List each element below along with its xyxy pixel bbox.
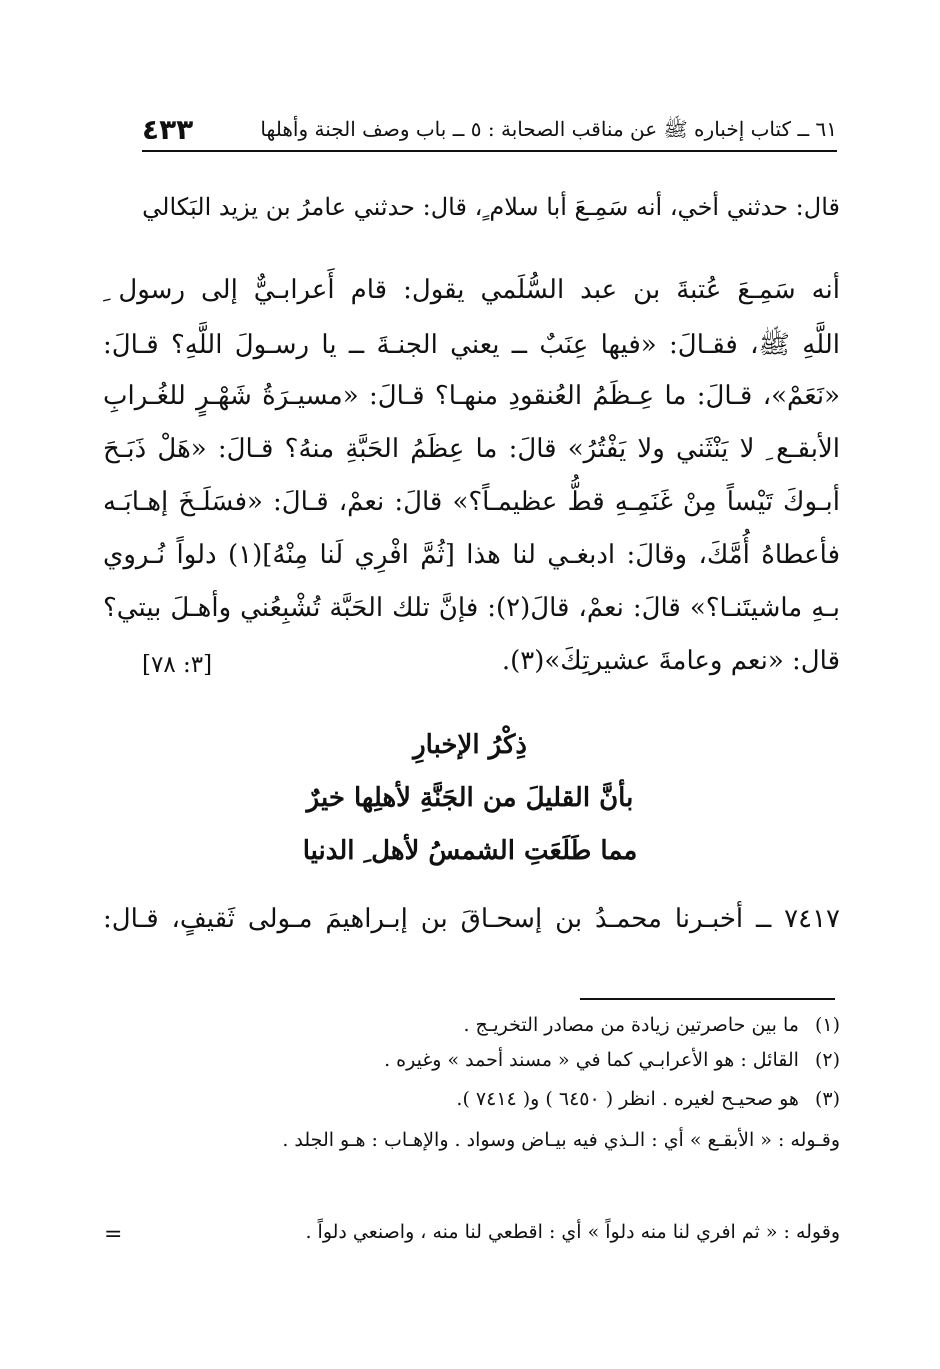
section-heading: ذِكْرُ الإخبارِ — [413, 730, 527, 760]
reference-marker: [٣: ٧٨] — [142, 652, 213, 678]
footnote-text: القائل : هو الأعرابـي كما في « مسند أحمد » وغيره . — [384, 1049, 799, 1071]
continuation-mark: = — [104, 1222, 123, 1247]
body-line: فأعطاهُ أُمَّكَ، وقالَ: ادبغـي لنا هذا [ثُمَّ افْرِي لَنا مِنْهُ](١) دلواً نُـروي — [103, 540, 840, 570]
section-heading: بأنَّ القليلَ من الجَنَّةِ لأهلِها خيرٌ — [306, 783, 634, 813]
footnote-number: (٣) — [814, 1088, 840, 1110]
body-line: بـهِ ماشيتَنـا؟» قالَ: نعمْ، قالَ(٢): فإنَّ تلك الحَبَّة تُشْبِعُني وأهـلَ بيتي؟ — [103, 593, 840, 623]
footnote — [463, 1014, 840, 1036]
footnote-number: (١) — [814, 1014, 840, 1036]
body-line: «نَعَمْ»، قـالَ: ما عِـظَمُ العُنقودِ منهـا؟ قـالَ: «مسيـرَةُ شَهْـرٍ للغُـرابِ — [103, 381, 840, 411]
body-last-line: قال: «نعم وعامةَ عشيرتِكَ»(٣). — [501, 646, 840, 676]
body-line: الأبقـع ِ لا يَنْثَني ولا يَفْتُرُ» قالَ: ما عِظَمُ الحَبَّةِ منهُ؟ قـالَ: «هَلْ ذَبَـحَ — [103, 434, 840, 464]
header-title: ٦١ ــ كتاب إخباره ﷺ عن مناقب الصحابة : ٥ ــ باب وصف الجنة وأهلها — [260, 117, 837, 141]
footnote-text: هو صحيـح لغيره . انظر ( ٦٤٥٠ ) و( ٧٤١٤ ). — [456, 1088, 799, 1110]
footnote-number: (٢) — [814, 1049, 840, 1071]
body-line: اللَّهِ ﷺ، فقـالَ: «فيها عِنَبٌ ــ يعني الجنـةَ ــ يا رسـولَ اللَّهِ؟ قـالَ: — [103, 330, 840, 360]
footnote-continuation-last: وقوله : « ثم افري لنا منه دلواً » أي : اقطعي لنا منه ، واصنعي دلواً . — [305, 1221, 840, 1243]
footnote-text: ما بين حاصرتين زيادة من مصادر التخريـج . — [463, 1014, 799, 1036]
body-line: أنه سَمِـعَ عُتبةَ بن عبد السُّلَمي يقول: قام أَعرابـيٌّ إلى رسول ِ — [103, 275, 840, 305]
footnote — [384, 1049, 840, 1071]
footnote-continuation: وقـوله : « الأبقـع » أي : الـذي فيه بيـاض وسواد . والإهـاب : هـو الجلد . — [282, 1129, 840, 1151]
section-heading: مما طَلَعَتِ الشمسُ لأهل ِ الدنيا — [302, 836, 638, 866]
isnad-line: قال: حدثني أخي، أنه سَمِـعَ أبا سلام ٍ، قال: حدثني عامرُ بن يزيد البَكالي — [142, 193, 840, 221]
page-number: ٤٣٣ — [142, 113, 194, 146]
footnote — [456, 1088, 840, 1110]
footnote-divider — [580, 998, 835, 1000]
running-header — [142, 110, 837, 152]
hadith-line: ٧٤١٧ ــ أخبـرنا محمـدُ بن إسحـاقَ بن إبـراهيمَ مـولى ثَقيفٍ، قـال: — [103, 904, 840, 934]
body-line: أبـوكَ تَيْساً مِنْ غَنَمِـهِ قطُّ عظيمـاً؟» قالَ: نعمْ، قـالَ: «فسَلَـخَ إهـابَـه — [103, 487, 840, 517]
